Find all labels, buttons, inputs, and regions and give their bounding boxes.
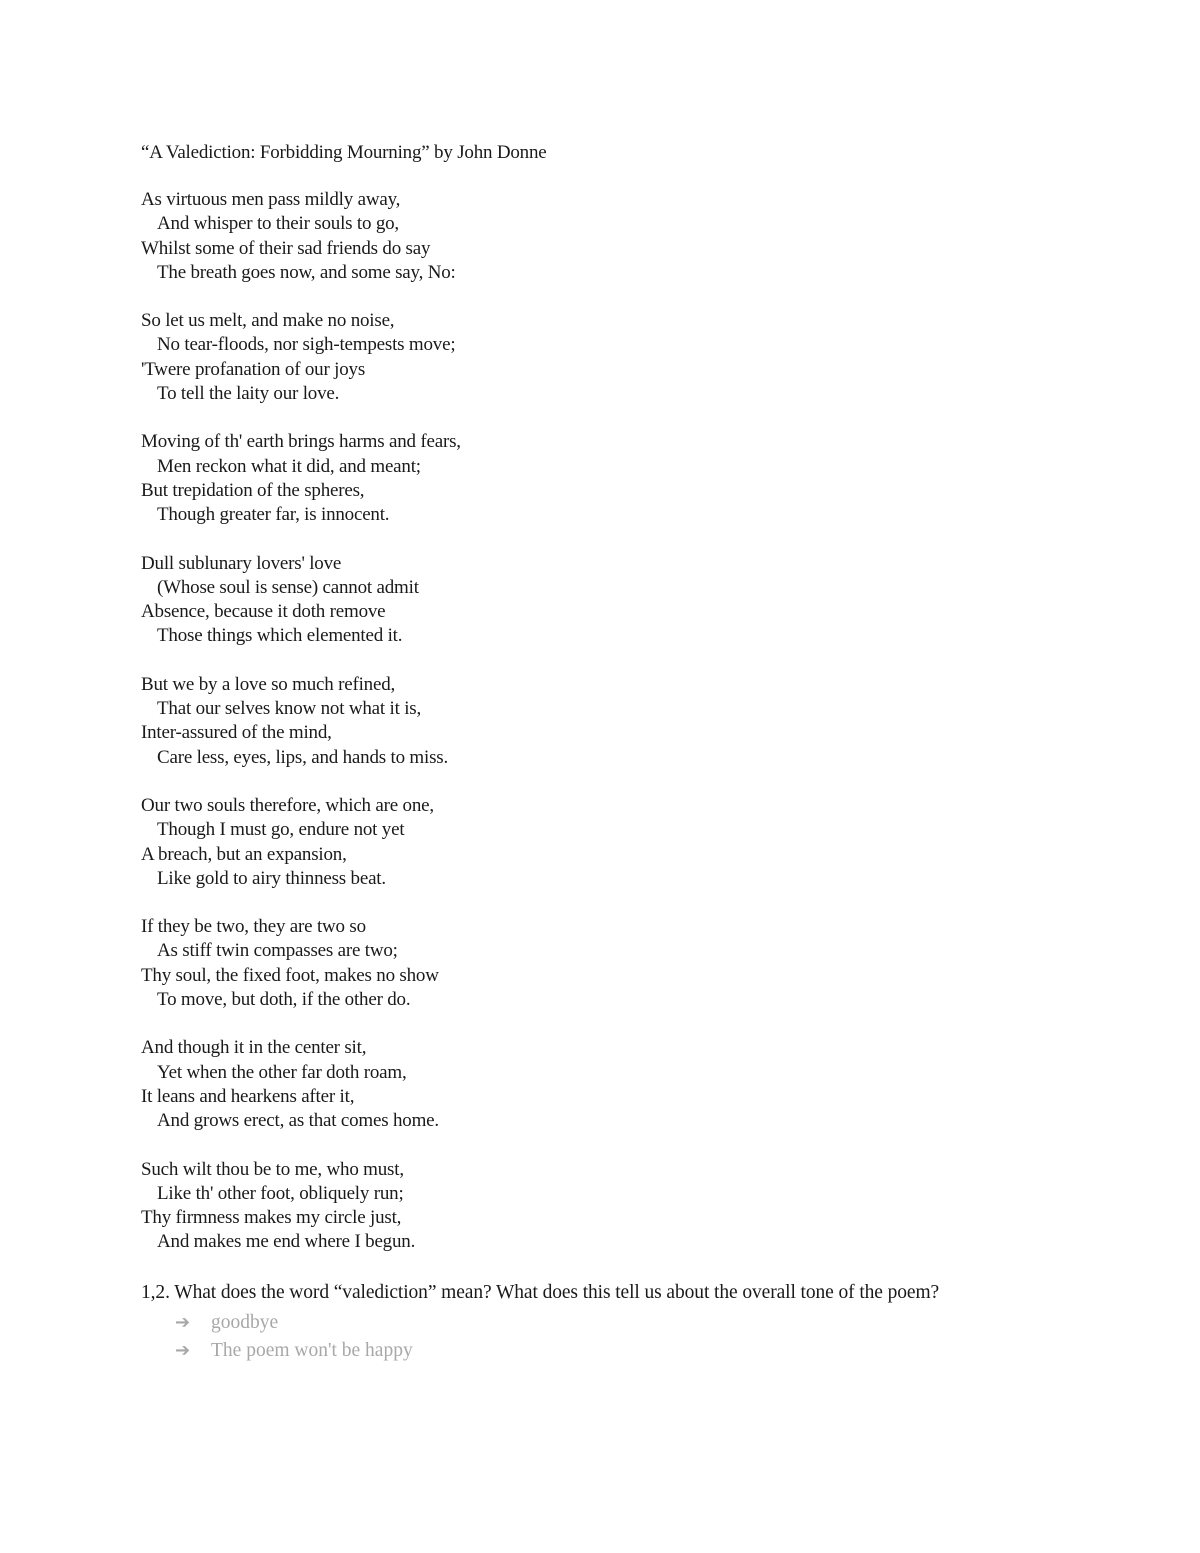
answer-item [175, 1309, 1141, 1338]
stanza [141, 430, 1141, 527]
poem-line: Thy firmness makes my circle just, [141, 1207, 402, 1229]
poem-line: If they be two, they are two so [141, 916, 366, 938]
question-text: 1,2. What does the word “valediction” mean? What does this tell us about the overall tone of the poem? [141, 1281, 940, 1303]
poem-line: Absence, because it doth remove [141, 601, 386, 623]
poem-line: And makes me end where I begun. [157, 1231, 416, 1253]
poem-line: That our selves know not what it is, [157, 698, 422, 720]
stanza [141, 915, 1141, 1012]
stanza [141, 552, 1141, 649]
poem-line: Though I must go, endure not yet [157, 819, 405, 841]
poem-line: And though it in the center sit, [141, 1037, 367, 1059]
answer-text: The poem won't be happy [211, 1340, 413, 1362]
poem-line: Dull sublunary lovers' love [141, 552, 342, 574]
poem-line: Men reckon what it did, and meant; [157, 455, 421, 477]
stanza [141, 673, 1141, 770]
stanza [141, 188, 1141, 285]
poem-line: (Whose soul is sense) cannot admit [157, 576, 419, 598]
stanza [141, 1036, 1141, 1133]
poem-line: As virtuous men pass mildly away, [141, 189, 401, 210]
poem-line: Care less, eyes, lips, and hands to miss. [157, 746, 449, 768]
poem-line: 'Twere profanation of our joys [141, 358, 366, 380]
poem-line: No tear-floods, nor sigh-tempests move; [157, 334, 456, 356]
poem-line: Yet when the other far doth roam, [157, 1061, 407, 1083]
stanza [141, 1158, 1141, 1255]
stanza [141, 309, 1141, 406]
poem-line: It leans and hearkens after it, [141, 1085, 355, 1107]
poem-line: And whisper to their souls to go, [157, 213, 399, 235]
poem-line: Our two souls therefore, which are one, [141, 794, 434, 816]
poem-line: Whilst some of their sad friends do say [141, 237, 431, 259]
answer-text: goodbye [211, 1311, 279, 1333]
poem-line: Though greater far, is innocent. [157, 504, 390, 526]
right-arrow-icon: ➔ [175, 1340, 191, 1362]
poem-title: “A Valediction: Forbidding Mourning” by John Donne [141, 142, 547, 163]
poem-line: A breach, but an expansion, [141, 843, 347, 865]
poem-line: To move, but doth, if the other do. [157, 989, 411, 1011]
poem-line: Moving of th' earth brings harms and fears, [141, 431, 461, 453]
poem-line: As stiff twin compasses are two; [157, 940, 398, 962]
right-arrow-icon: ➔ [175, 1311, 191, 1333]
poem-line: So let us melt, and make no noise, [141, 310, 395, 332]
poem-line: But we by a love so much refined, [141, 673, 396, 695]
poem-line: Inter-assured of the mind, [141, 722, 332, 744]
poem-line: The breath goes now, and some say, No: [157, 261, 456, 283]
poem-line: Such wilt thou be to me, who must, [141, 1158, 404, 1180]
poem-line: And grows erect, as that comes home. [157, 1110, 439, 1132]
poem-line: To tell the laity our love. [157, 383, 340, 405]
poem-line: Those things which elemented it. [157, 625, 403, 647]
poem-line: Thy soul, the fixed foot, makes no show [141, 964, 439, 986]
poem-line: Like gold to airy thinness beat. [157, 867, 386, 889]
document-page [141, 140, 1141, 1366]
poem-line: Like th' other foot, obliquely run; [157, 1182, 404, 1204]
poem-line: But trepidation of the spheres, [141, 479, 365, 501]
answer-list [175, 1309, 1141, 1366]
answer-item [175, 1337, 1141, 1366]
stanza [141, 794, 1141, 891]
